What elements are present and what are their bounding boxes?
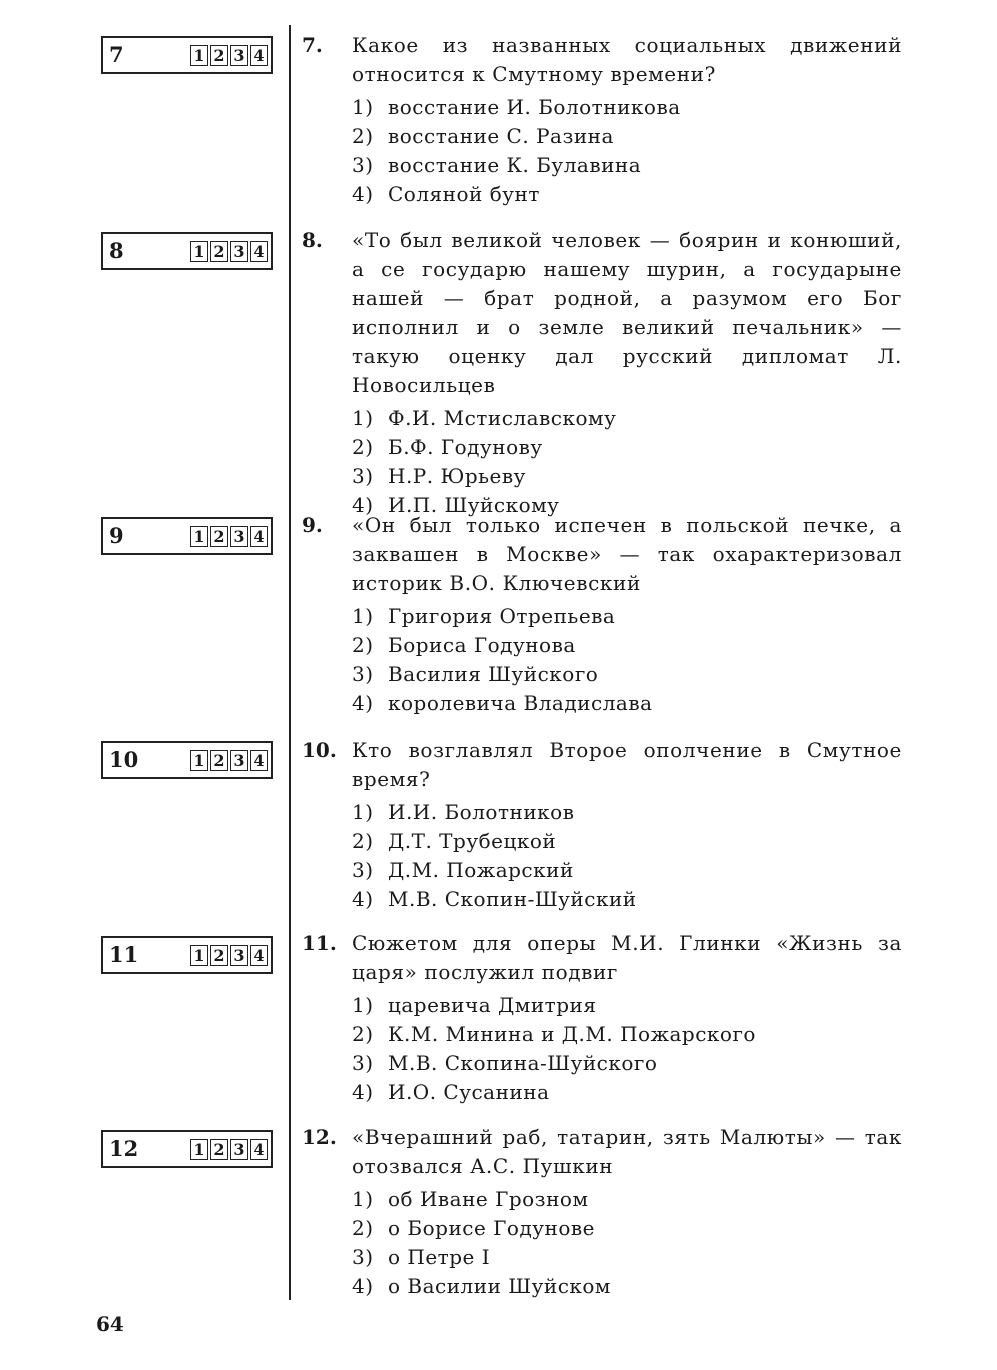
options-list — [352, 798, 902, 914]
option-text: королевича Владислава — [388, 691, 653, 715]
option-item — [352, 93, 902, 122]
option-number: 2) — [352, 1022, 374, 1046]
page-number: 64 — [96, 1312, 124, 1336]
option-item — [352, 433, 902, 462]
question-number: 11. — [302, 931, 337, 955]
option-text: Соляной бунт — [388, 182, 540, 206]
option-number: 4) — [352, 493, 374, 517]
answer-cells — [190, 526, 270, 547]
option-item — [352, 1272, 902, 1301]
answer-cell[interactable]: 2 — [210, 1139, 228, 1160]
answer-box-8[interactable] — [101, 232, 273, 270]
option-number: 3) — [352, 464, 374, 488]
options-list — [352, 602, 902, 718]
answer-cells — [190, 1139, 270, 1160]
option-number: 2) — [352, 435, 374, 459]
question-10 — [302, 736, 902, 914]
answer-box-11[interactable] — [101, 936, 273, 974]
answer-cell[interactable]: 2 — [210, 241, 228, 262]
answer-cell[interactable]: 2 — [210, 750, 228, 771]
answer-box-12[interactable] — [101, 1130, 273, 1168]
answer-box-number: 11 — [109, 942, 139, 967]
answer-box-number: 9 — [109, 523, 124, 548]
question-8 — [302, 226, 902, 520]
option-number: 1) — [352, 406, 374, 430]
option-text: Бориса Годунова — [388, 633, 576, 657]
option-number: 1) — [352, 1187, 374, 1211]
question-7 — [302, 31, 902, 209]
option-number: 2) — [352, 1216, 374, 1240]
question-11 — [302, 929, 902, 1107]
question-number: 9. — [302, 513, 323, 537]
answer-cell[interactable]: 2 — [210, 945, 228, 966]
option-text: Ф.И. Мстиславскому — [388, 406, 617, 430]
answer-cell[interactable]: 4 — [250, 1139, 268, 1160]
question-text: Сюжетом для оперы М.И. Глинки «Жизнь за царя» послужил подвиг — [352, 931, 902, 984]
option-text: И.И. Болотников — [388, 800, 575, 824]
answer-cells — [190, 750, 270, 771]
answer-box-9[interactable] — [101, 517, 273, 555]
option-item — [352, 462, 902, 491]
options-list — [352, 1185, 902, 1301]
answer-box-10[interactable] — [101, 741, 273, 779]
option-number: 1) — [352, 993, 374, 1017]
option-item — [352, 1214, 902, 1243]
option-number: 4) — [352, 691, 374, 715]
answer-box-number: 12 — [109, 1136, 139, 1161]
answer-cell[interactable]: 4 — [250, 526, 268, 547]
options-list — [352, 404, 902, 520]
option-text: о Петре I — [388, 1245, 491, 1269]
answer-cell[interactable]: 3 — [230, 750, 248, 771]
answer-cell[interactable]: 1 — [190, 1139, 208, 1160]
option-text: И.П. Шуйскому — [388, 493, 560, 517]
answer-cell[interactable]: 1 — [190, 526, 208, 547]
option-text: Н.Р. Юрьеву — [388, 464, 526, 488]
option-text: царевича Дмитрия — [388, 993, 597, 1017]
options-list — [352, 991, 902, 1107]
answer-box-7[interactable] — [101, 36, 273, 74]
question-9 — [302, 511, 902, 718]
option-number: 2) — [352, 829, 374, 853]
option-text: И.О. Сусанина — [388, 1080, 550, 1104]
option-text: Д.М. Пожарский — [388, 858, 574, 882]
option-item — [352, 151, 902, 180]
option-text: Василия Шуйского — [388, 662, 599, 686]
answer-cell[interactable]: 3 — [230, 945, 248, 966]
option-number: 3) — [352, 1051, 374, 1075]
option-item — [352, 1185, 902, 1214]
option-item — [352, 122, 902, 151]
answer-box-number: 10 — [109, 747, 139, 772]
option-number: 2) — [352, 124, 374, 148]
answer-cell[interactable]: 4 — [250, 45, 268, 66]
option-text: восстание К. Булавина — [388, 153, 642, 177]
option-number: 1) — [352, 95, 374, 119]
answer-cell[interactable]: 2 — [210, 45, 228, 66]
option-number: 2) — [352, 633, 374, 657]
option-number: 3) — [352, 1245, 374, 1269]
option-item — [352, 689, 902, 718]
option-text: Б.Ф. Годунову — [388, 435, 543, 459]
option-item — [352, 885, 902, 914]
options-list — [352, 93, 902, 209]
option-item — [352, 602, 902, 631]
option-item — [352, 856, 902, 885]
option-text: восстание С. Разина — [388, 124, 614, 148]
option-text: восстание И. Болотникова — [388, 95, 681, 119]
option-item — [352, 660, 902, 689]
answer-cell[interactable]: 2 — [210, 526, 228, 547]
option-number: 4) — [352, 1274, 374, 1298]
question-number: 8. — [302, 228, 323, 252]
question-number: 10. — [302, 738, 337, 762]
answer-cell[interactable]: 4 — [250, 750, 268, 771]
option-item — [352, 798, 902, 827]
option-item — [352, 991, 902, 1020]
question-text: «Он был только испечен в польской печке, а заквашен в Москве» — так охарактеризовал историк В.О. Ключевский — [352, 513, 902, 595]
option-item — [352, 631, 902, 660]
question-number: 7. — [302, 33, 323, 57]
option-item — [352, 1020, 902, 1049]
option-item — [352, 827, 902, 856]
question-number: 12. — [302, 1125, 337, 1149]
answer-cell[interactable]: 3 — [230, 241, 248, 262]
answer-cell[interactable]: 1 — [190, 241, 208, 262]
answer-box-number: 7 — [109, 42, 124, 67]
answer-cells — [190, 45, 270, 66]
option-text: М.В. Скопина-Шуйского — [388, 1051, 658, 1075]
option-number: 4) — [352, 182, 374, 206]
answer-cell[interactable]: 3 — [230, 526, 248, 547]
answer-cell[interactable]: 1 — [190, 45, 208, 66]
answer-box-number: 8 — [109, 238, 124, 263]
option-number: 3) — [352, 662, 374, 686]
answer-cells — [190, 241, 270, 262]
option-item — [352, 1078, 902, 1107]
option-number: 3) — [352, 858, 374, 882]
answer-cells — [190, 945, 270, 966]
answer-cell[interactable]: 4 — [250, 241, 268, 262]
answer-cell[interactable]: 4 — [250, 945, 268, 966]
vertical-divider — [289, 25, 291, 1300]
option-item — [352, 404, 902, 433]
option-number: 4) — [352, 887, 374, 911]
option-number: 1) — [352, 604, 374, 628]
option-number: 4) — [352, 1080, 374, 1104]
question-text: Кто возглавлял Второе ополчение в Смутное время? — [352, 738, 902, 791]
option-number: 1) — [352, 800, 374, 824]
question-text: «То был великой человек — боярин и конюший, а се государю нашему шурин, а государыне нашей — брат родной, а разумом его Бог исполнил и о земле великий печальник» — такую оценку дал русский дипломат Л. Новосильцев — [352, 228, 902, 397]
option-text: М.В. Скопин-Шуйский — [388, 887, 637, 911]
answer-cell[interactable]: 3 — [230, 1139, 248, 1160]
option-text: К.М. Минина и Д.М. Пожарского — [388, 1022, 756, 1046]
option-text: о Василии Шуйском — [388, 1274, 611, 1298]
option-text: Д.Т. Трубецкой — [388, 829, 557, 853]
option-item — [352, 1049, 902, 1078]
question-12 — [302, 1123, 902, 1301]
answer-cell[interactable]: 1 — [190, 750, 208, 771]
option-text: Григория Отрепьева — [388, 604, 616, 628]
option-text: об Иване Грозном — [388, 1187, 589, 1211]
question-text: Какое из названных социальных движений относится к Смутному времени? — [352, 33, 902, 86]
answer-cell[interactable]: 3 — [230, 45, 248, 66]
option-text: о Борисе Годунове — [388, 1216, 595, 1240]
question-text: «Вчерашний раб, татарин, зять Малюты» — так отозвался А.С. Пушкин — [352, 1125, 902, 1178]
answer-cell[interactable]: 1 — [190, 945, 208, 966]
option-item — [352, 180, 902, 209]
option-item — [352, 1243, 902, 1272]
option-number: 3) — [352, 153, 374, 177]
